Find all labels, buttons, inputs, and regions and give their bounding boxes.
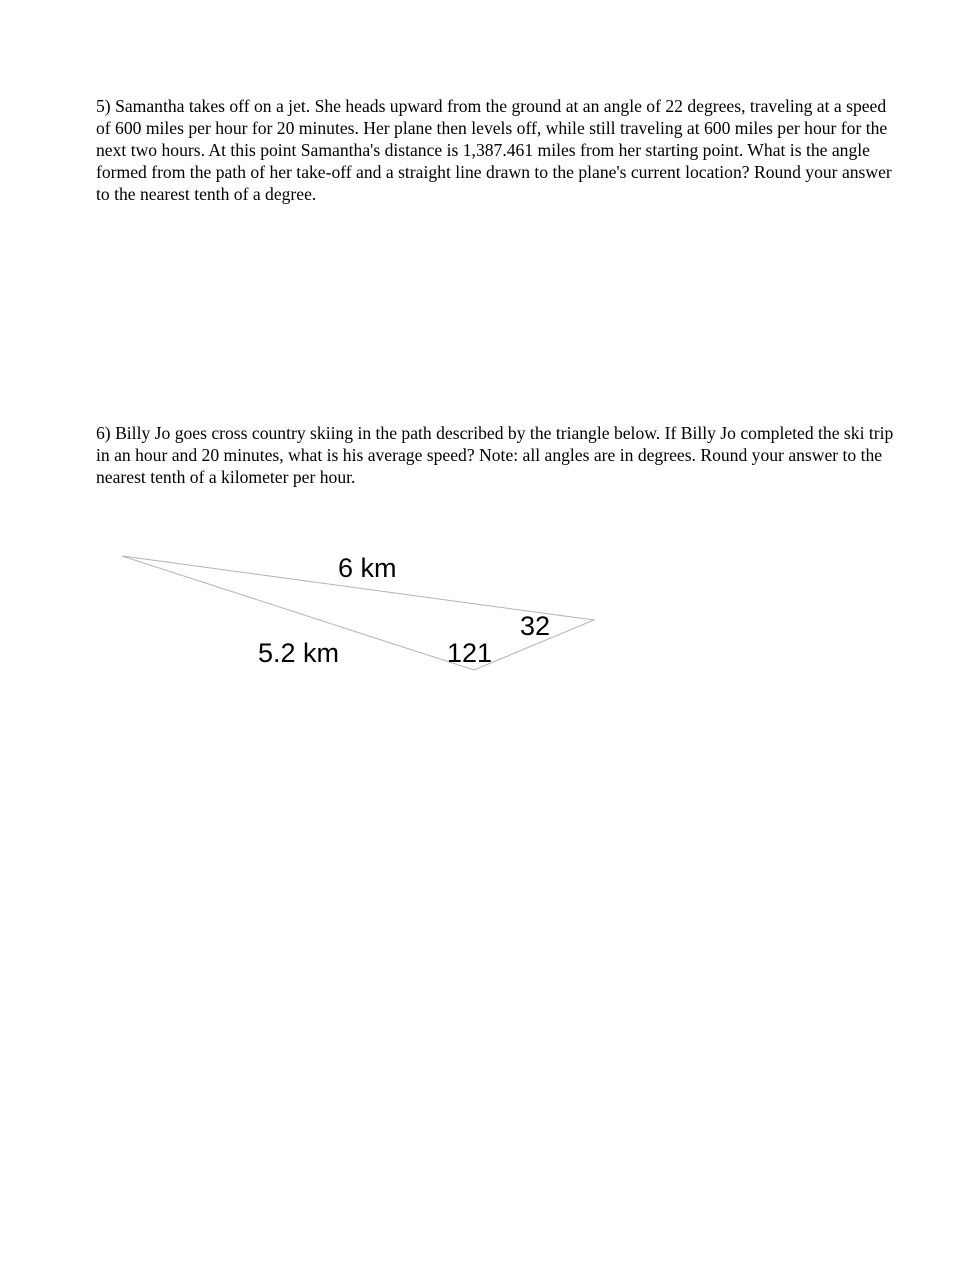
problem-6-number: 6) <box>96 423 111 443</box>
angle-bottom-label: 121 <box>447 638 493 668</box>
side-top-label: 6 km <box>338 553 397 583</box>
angle-right-label: 32 <box>520 611 551 641</box>
problem-5-number: 5) <box>96 96 111 116</box>
problem-6-text: Billy Jo goes cross country skiing in the path described by the triangle below. If Billy Jo completed the ski trip in an hour and 20 minutes, what is his average speed? Note: all angles are in degrees. Round your answer to the nearest tenth of a kilometer per hour. <box>96 423 894 487</box>
side-bottom-label: 5.2 km <box>258 638 340 668</box>
problem-5-text: Samantha takes off on a jet. She heads upward from the ground at an angle of 22 degrees, traveling at a speed of 600 miles per hour for 20 minutes. Her plane then levels off, while still traveling at 600 miles per hour for the next two hours. At this point Samantha's distance is 1,387.461 miles from her starting point. What is the angle formed from the path of her take-off and a straight line drawn to the plane's current location? Round your answer to the nearest tenth of a degree. <box>96 96 892 204</box>
